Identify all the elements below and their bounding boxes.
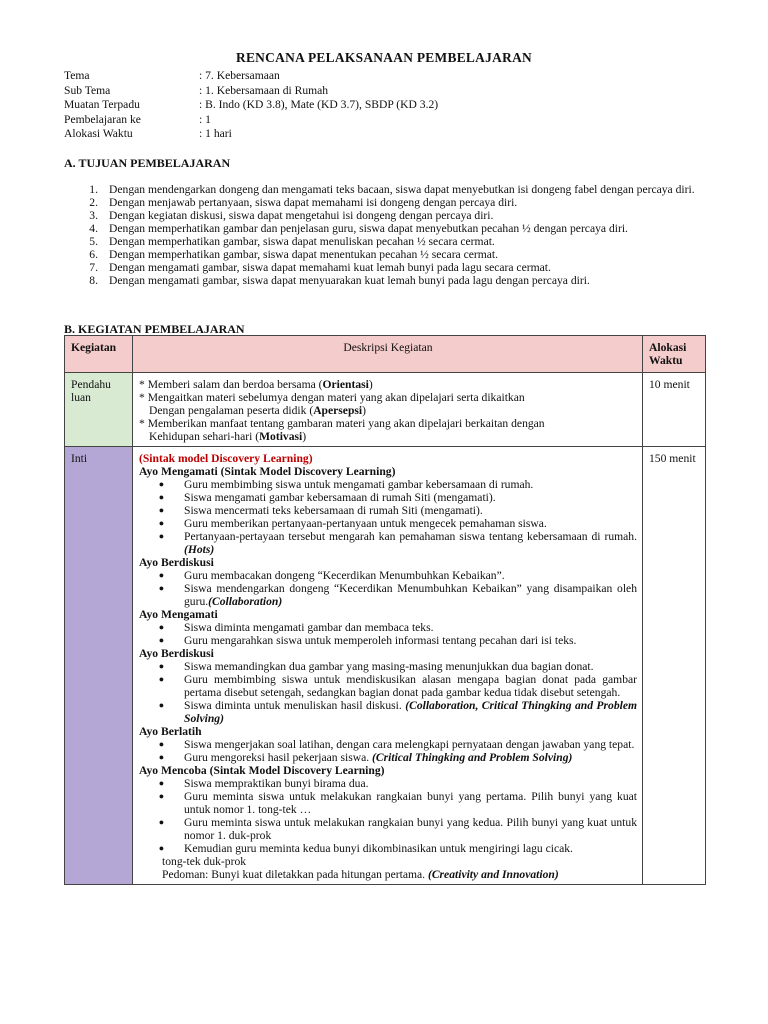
list-item: ● Guru memberikan pertanyaan-pertanyaan untuk mengecek pemahaman siswa. <box>158 517 547 530</box>
objective-item: 3. Dengan kegiatan diskusi, siswa dapat mengetahui isi dongeng dengan percaya diri. <box>89 209 494 222</box>
list-item: ● Pertanyaan-pertayaan tersebut mengarah kan pemahaman siswa tentang kebersamaan di rumah. (Hots) <box>158 530 637 556</box>
meta-value: : 1. Kebersamaan di Rumah <box>199 83 329 97</box>
document-title: RENCANA PELAKSANAAN PEMBELAJARAN <box>235 50 533 65</box>
objectives-list <box>64 183 704 287</box>
list-item: ● Siswa diminta untuk menuliskan hasil diskusi. (Collaboration, Critical Thingking and Problem Solving) <box>158 699 637 725</box>
list-item: ● Siswa mendengarkan dongeng “Kecerdikan Menumbuhkan Kebaikan” yang disampaikan oleh guru.(Collaboration) <box>158 582 637 608</box>
list-item: ● Kemudian guru meminta kedua bunyi dikombinasikan untuk mengiringi lagu cicak. <box>158 842 573 855</box>
list-item: ● Siswa mengamati gambar kebersamaan di rumah Siti (mengamati). <box>158 491 496 504</box>
group-list <box>139 621 637 647</box>
meta-info <box>64 69 438 142</box>
list-item: ● Siswa diminta mengamati gambar dan membaca teks. <box>158 621 434 634</box>
group-heading: Ayo Mengamati <box>139 608 218 621</box>
list-item: ● Guru membimbing siswa untuk mendiskusikan alasan mengapa bagian donat pada gambar pertama disebut setengah, sedangkan bagian donat pada gambar kedua tidak disebut setengah. <box>158 673 637 699</box>
list-item: ● Guru meminta siswa untuk melakukan rangkaian bunyi yang pertama. Pilih bunyi yang kuat untuk nomor 1. tong-tek … <box>158 790 637 816</box>
cell-inti-label: Inti <box>65 447 133 885</box>
group-heading: Ayo Mencoba (Sintak Model Discovery Learning) <box>139 764 385 777</box>
intro-item: * Memberi salam dan berdoa bersama (Orientasi) <box>139 378 373 391</box>
meta-value: : 7. Kebersamaan <box>199 69 280 82</box>
list-item: ● Siswa mengerjakan soal latihan, dengan cara melengkapi pernyataan dengan jawaban yang tepat. <box>158 738 635 751</box>
group-heading: Ayo Berdiskusi <box>139 647 214 660</box>
header-kegiatan: Kegiatan <box>65 336 133 373</box>
meta-label: Pembelajaran ke <box>64 112 141 126</box>
header-alokasi: Alokasi Waktu <box>643 336 706 373</box>
objective-item: 4. Dengan memperhatikan gambar dan penjelasan guru, siswa dapat menyebutkan pecahan ½ dengan percaya diri. <box>89 222 628 235</box>
cell-pendahuluan-time: 10 menit <box>643 373 706 447</box>
cell-inti-time: 150 menit <box>643 447 706 885</box>
tail-line: tong-tek duk-prok <box>162 855 247 868</box>
objective-item: 7. Dengan mengamati gambar, siswa dapat memahami kuat lemah bunyi pada lagu secara cermat. <box>89 261 551 274</box>
objective-item: 8. Dengan mengamati gambar, siswa dapat menyuarakan kuat lemah bunyi pada lagu dengan percaya diri. <box>89 274 590 287</box>
objective-item: 2. Dengan menjawab pertanyaan, siswa dapat memahami isi dongeng dengan percaya diri. <box>89 196 518 209</box>
model-label: (Sintak model Discovery Learning) <box>139 452 313 465</box>
section-a-heading: A. TUJUAN PEMBELAJARAN <box>64 156 231 170</box>
cell-pendahuluan-label: Pendahu luan <box>65 373 133 447</box>
meta-label: Sub Tema <box>64 83 111 97</box>
header-deskripsi: Deskripsi Kegiatan <box>133 336 643 373</box>
group-heading: Ayo Berlatih <box>139 725 202 738</box>
meta-row <box>64 69 438 84</box>
list-item: ● Siswa mencermati teks kebersamaan di rumah Siti (mengamati). <box>158 504 483 517</box>
meta-label: Alokasi Waktu <box>64 127 133 140</box>
intro-item: * Memberikan manfaat tentang gambaran materi yang akan dipelajari berkaitan dengan Kehidupan sehari-hari (Motivasi) <box>139 417 545 443</box>
intro-item: * Mengaitkan materi sebelumya dengan materi yang akan dipelajari serta dikaitkan Dengan pengalaman peserta didik (Apersepsi) <box>139 391 525 417</box>
meta-row <box>64 84 438 99</box>
list-item: ● Guru membacakan dongeng “Kecerdikan Menumbuhkan Kebaikan”. <box>158 569 505 582</box>
list-item: ● Siswa mempraktikan bunyi birama dua. <box>158 777 369 790</box>
objective-item: 5. Dengan memperhatikan gambar, siswa dapat menuliskan pecahan ½ secara cermat. <box>89 235 495 248</box>
group-list <box>139 660 637 725</box>
list-item: ● Guru mengoreksi hasil pekerjaan siswa. (Critical Thingking and Problem Solving) <box>158 751 573 764</box>
table-row-pendahuluan <box>65 373 706 447</box>
tail-line: Pedoman: Bunyi kuat diletakkan pada hitungan pertama. (Creativity and Innovation) <box>162 868 559 881</box>
meta-value: : 1 <box>199 112 211 126</box>
group-heading: Ayo Mengamati (Sintak Model Discovery Learning) <box>139 465 396 478</box>
group-heading: Ayo Berdiskusi <box>139 556 214 569</box>
group-list <box>139 777 637 855</box>
activity-table <box>64 335 706 885</box>
list-item: ● Guru membimbing siswa untuk mengamati gambar kebersamaan di rumah. <box>158 478 534 491</box>
group-list <box>139 569 637 608</box>
meta-row <box>64 127 438 142</box>
objective-item: 1. Dengan mendengarkan dongeng dan mengamati teks bacaan, siswa dapat menyebutkan isi dongeng fabel dengan percaya diri. <box>89 183 695 196</box>
objective-item: 6. Dengan memperhatikan gambar, siswa dapat menentukan pecahan ½ secara cermat. <box>89 248 499 261</box>
meta-label: Tema <box>64 69 90 82</box>
cell-pendahuluan-desc <box>133 373 643 447</box>
cell-inti-desc <box>133 447 643 885</box>
list-item: ● Guru meminta siswa untuk melakukan rangkaian bunyi yang kedua. Pilih bunyi yang kuat untuk nomor 1. duk-prok <box>158 816 637 842</box>
meta-value: : 1 hari <box>199 127 232 140</box>
group-list <box>139 738 637 764</box>
meta-row <box>64 113 438 128</box>
meta-label: Muatan Terpadu <box>64 98 140 111</box>
group-list <box>139 478 637 556</box>
list-item: ● Siswa memandingkan dua gambar yang masing-masing menunjukkan dua bagian donat. <box>158 660 594 673</box>
table-header-row <box>65 336 706 373</box>
section-b-heading: B. KEGIATAN PEMBELAJARAN <box>64 322 245 336</box>
meta-row <box>64 98 438 113</box>
list-item: ● Guru mengarahkan siswa untuk memperoleh informasi tentang pecahan dari isi teks. <box>158 634 577 647</box>
meta-value: : B. Indo (KD 3.8), Mate (KD 3.7), SBDP (KD 3.2) <box>199 98 439 111</box>
table-row-inti <box>65 447 706 885</box>
